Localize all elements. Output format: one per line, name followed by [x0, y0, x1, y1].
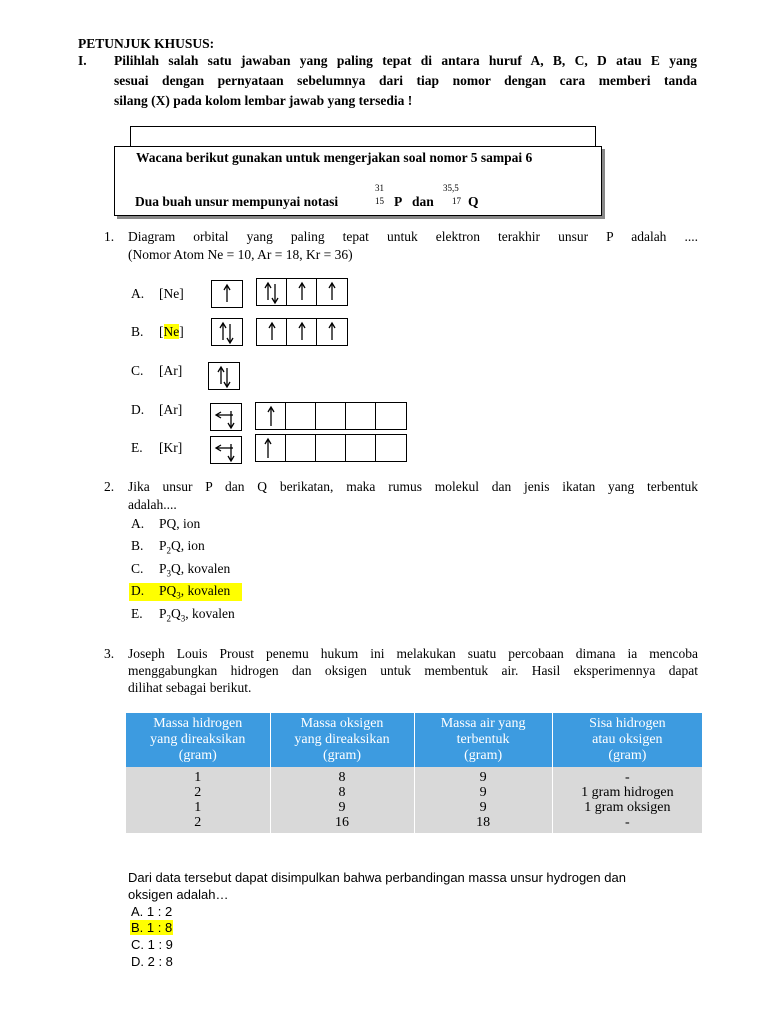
q2-option-d-text[interactable] — [159, 583, 230, 601]
formula-part: P — [159, 538, 167, 553]
formula-subscript: 3 — [176, 590, 181, 601]
q1-option-c-core: [Ar] — [159, 363, 183, 378]
table-cell: 1 — [126, 800, 270, 815]
q1-option-a-core: [Ne] — [159, 286, 184, 301]
q1-text-line-1: Diagram orbital yang paling tepat untuk elektron terakhir unsur P adalah .... — [128, 229, 698, 244]
q3-text-line-3: dilihat sebagai berikut. — [128, 680, 252, 695]
notation-conj: dan — [412, 194, 434, 209]
bracket-open: [ — [159, 324, 164, 339]
orbital-box — [257, 279, 287, 305]
orbital-box — [287, 319, 317, 345]
q1-option-d-letter[interactable]: D. — [131, 402, 145, 417]
table-cell: 9 — [414, 785, 552, 800]
q3-number: 3. — [104, 646, 115, 661]
q3-option-b[interactable]: B. 1 : 8 — [131, 920, 173, 935]
formula-subscript: 2 — [166, 613, 172, 624]
bracket-close: ] — [179, 324, 184, 339]
table-row — [126, 785, 702, 800]
table-header-row — [126, 713, 702, 767]
orbital-box — [257, 319, 287, 345]
orbital-box — [316, 435, 346, 461]
q3-conclusion-line-1: Dari data tersebut dapat disimpulkan bahwa perbandingan massa unsur hydrogen dan — [128, 870, 626, 885]
orbital-box — [286, 403, 316, 429]
formula-part: Q, ion — [171, 538, 205, 553]
orbital-box — [211, 437, 241, 463]
formula-part: PQ — [159, 583, 177, 598]
q1-option-b-p-orbitals — [256, 318, 348, 346]
q2-text-line-1: Jika unsur P dan Q berikatan, maka rumus molekul dan jenis ikatan yang terbentuk — [128, 479, 698, 494]
q2-option-b-letter[interactable]: B. — [131, 538, 144, 553]
q1-option-b-letter[interactable]: B. — [131, 324, 144, 339]
formula-subscript: 3 — [166, 568, 172, 579]
table-row — [126, 800, 702, 815]
table-cell: 9 — [270, 800, 414, 815]
q2-option-a-letter[interactable]: A. — [131, 516, 145, 531]
q1-option-c-s-orbital — [208, 362, 240, 390]
section-numeral: I. — [78, 53, 87, 68]
formula-part: P — [159, 561, 167, 576]
q1-option-a-s-orbital — [211, 280, 243, 308]
q1-option-e-letter[interactable]: E. — [131, 440, 143, 455]
q-atomic-number: 17 — [452, 196, 461, 206]
orbital-box — [256, 435, 286, 461]
table-row — [126, 767, 702, 785]
table-cell: 1 gram oksigen — [552, 800, 702, 815]
table-cell: 18 — [414, 815, 552, 833]
q2-option-c-text[interactable] — [159, 561, 230, 579]
formula-part: P — [159, 606, 167, 621]
table-cell: 8 — [270, 767, 414, 785]
orbital-box — [376, 435, 406, 461]
orbital-box — [286, 435, 316, 461]
table-header-cell: Sisa hidrogen atau oksigen (gram) — [552, 713, 702, 767]
notation-text: Dua buah unsur mempunyai notasi — [135, 194, 339, 209]
table-cell: 1 gram hidrogen — [552, 785, 702, 800]
formula-subscript: 3 — [180, 613, 186, 624]
orbital-box — [317, 279, 347, 305]
q1-text-line-2: (Nomor Atom Ne = 10, Ar = 18, Kr = 36) — [128, 247, 353, 262]
orbital-box — [376, 403, 406, 429]
table-cell: 9 — [414, 800, 552, 815]
table-cell: 8 — [270, 785, 414, 800]
instruction-line-3: silang (X) pada kolom lembar jawab yang tersedia ! — [114, 93, 413, 108]
q2-option-e-text[interactable] — [159, 606, 235, 624]
orbital-box — [346, 435, 376, 461]
q3-conclusion-line-2: oksigen adalah… — [128, 887, 229, 902]
q1-option-e-s-orbital — [210, 436, 242, 464]
q1-option-d-core: [Ar] — [159, 402, 183, 417]
q1-option-a-p-orbitals — [256, 278, 348, 306]
q1-option-e-p-orbitals — [255, 434, 407, 462]
q1-option-e-core: [Kr] — [159, 440, 183, 455]
instructions-heading: PETUNJUK KHUSUS: — [78, 36, 215, 51]
formula-part: , kovalen — [180, 583, 231, 598]
instruction-line-2: sesuai dengan pernyataan sebelumnya dari tiap nomor dengan cara memberi tanda — [114, 73, 697, 88]
table-cell: - — [552, 767, 702, 785]
orbital-box — [316, 403, 346, 429]
q2-option-a-text[interactable]: PQ, ion — [159, 516, 201, 531]
orbital-box — [209, 363, 239, 389]
p-atomic-number: 15 — [375, 196, 384, 206]
orbital-box — [212, 281, 242, 307]
orbital-box — [346, 403, 376, 429]
orbital-box — [211, 404, 241, 430]
q1-option-c-letter[interactable]: C. — [131, 363, 144, 378]
table-header-cell: Massa oksigen yang direaksikan (gram) — [270, 713, 414, 767]
table-cell: 2 — [126, 785, 270, 800]
table-cell: 9 — [414, 767, 552, 785]
orbital-box — [287, 279, 317, 305]
highlighted-core: Ne — [163, 324, 180, 339]
orbital-box — [317, 319, 347, 345]
q3-option-c[interactable]: C. 1 : 9 — [131, 937, 173, 952]
table-cell: 16 — [270, 815, 414, 833]
wacana-title: Wacana berikut gunakan untuk mengerjakan soal nomor 5 sampai 6 — [136, 150, 533, 165]
table-cell: 2 — [126, 815, 270, 833]
q1-option-a-letter[interactable]: A. — [131, 286, 145, 301]
q1-number: 1. — [104, 229, 115, 244]
q3-option-a[interactable]: A. 1 : 2 — [131, 904, 173, 919]
q1-option-b-s-orbital — [211, 318, 243, 346]
q1-option-d-p-orbitals — [255, 402, 407, 430]
q3-text-line-1: Joseph Louis Proust penemu hukum ini melakukan suatu percobaan dimana ia mencoba — [128, 646, 698, 661]
formula-part: Q — [171, 606, 181, 621]
q2-number: 2. — [104, 479, 115, 494]
formula-part: , kovalen — [185, 606, 235, 621]
q2-option-b-text[interactable] — [159, 538, 205, 556]
q2-option-c-letter[interactable]: C. — [131, 561, 144, 576]
q2-text-line-2: adalah.... — [128, 497, 177, 512]
q-mass-number: 35,5 — [443, 183, 459, 193]
table-cell: - — [552, 815, 702, 833]
orbital-box — [256, 403, 286, 429]
q-symbol: Q — [468, 194, 479, 209]
notation-line — [135, 194, 338, 210]
q2-option-d-letter[interactable]: D. — [131, 583, 145, 598]
p-mass-number: 31 — [375, 183, 384, 193]
formula-part: Q, kovalen — [171, 561, 231, 576]
table-header-cell: Massa air yang terbentuk (gram) — [414, 713, 552, 767]
table-cell: 1 — [126, 767, 270, 785]
formula-subscript: 2 — [166, 545, 172, 556]
table-header-cell: Massa hidrogen yang direaksikan (gram) — [126, 713, 270, 767]
q3-option-d[interactable]: D. 2 : 8 — [131, 954, 173, 969]
orbital-box — [212, 319, 242, 345]
q1-option-d-s-orbital — [210, 403, 242, 431]
proust-data-table — [126, 713, 702, 833]
instruction-line-1: Pilihlah salah satu jawaban yang paling tepat di antara huruf A, B, C, D atau E yang — [114, 53, 697, 68]
q2-option-e-letter[interactable]: E. — [131, 606, 143, 621]
table-row — [126, 815, 702, 833]
p-symbol: P — [394, 194, 403, 209]
q3-text-line-2: menggabungkan hidrogen dan oksigen untuk membentuk air. Hasil eksperimennya dapat — [128, 663, 698, 678]
q1-option-b-core — [159, 324, 184, 340]
